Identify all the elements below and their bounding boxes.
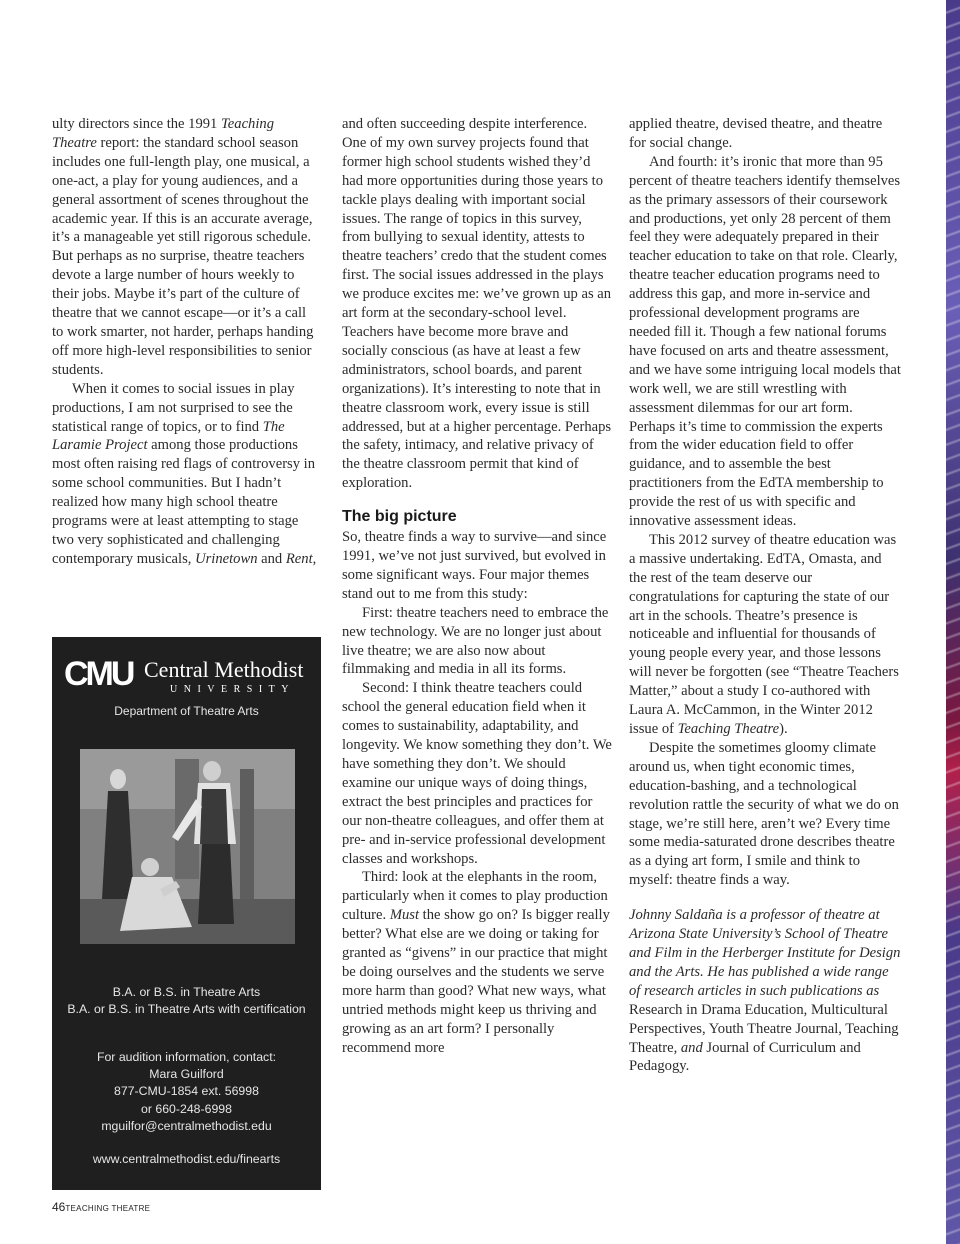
contact-phone-alt: or 660-248-6998 xyxy=(141,1101,232,1116)
logo-name: Central Methodist xyxy=(144,657,304,682)
stage-scene-image xyxy=(80,749,295,944)
paragraph: First: theatre teachers need to embrace the new technology. We are no longer just about live theatre; we are also now about filmmaking and media in all its forms. xyxy=(342,604,609,678)
bio-text: Johnny Saldaña is a professor of theatre at Arizona State University’s School of Theatre and Film in the Herberger Institute for Design and the Arts. He has published a wide range of research articles in such publications as xyxy=(629,907,901,999)
text-run: , xyxy=(312,550,317,567)
contact-name: Mara Guilford xyxy=(149,1067,224,1082)
text-run: and xyxy=(257,550,286,567)
paragraph xyxy=(629,531,901,739)
page-footer xyxy=(52,1200,150,1214)
text-run: report: the standard school season includes one full-length play, one musical, a one-act, a play for young audiences, and a general assortment of scenes throughout the academic year. If this is an accurate average, it’s a manageable yet still rigorous schedule. But perhaps as no surprise, theatre teachers devote a large number of hours weekly to their jobs. Maybe it’s part of the culture of theatre that we cannot escape—or it’s a call to work smarter, not harder, perhaps handing off more high-level responsibilities to senior students. xyxy=(52,134,314,378)
website-link[interactable]: www.centralmethodist.edu/finearts xyxy=(92,1152,281,1166)
text-run: the show go on? Is bigger really better? What else are we doing or taking for granted as “givens” in our practice that might be doing ourselves and the students we serve more harm than good? What new ways, what untried methods might keep us thriving and growing as an art form? I personally recommend more xyxy=(342,907,610,1056)
text-run: ). xyxy=(779,721,788,737)
theatre-production-photo xyxy=(80,749,295,944)
degree-item: B.A. or B.S. in Theatre Arts xyxy=(112,985,261,999)
paragraph: and often succeeding despite interference. One of my own survey projects found that former high school students wished they’d had more opportunities during those years to tackle plays dealing with important social issues. The range of topics in this survey, from bullying to sexual identity, attests to theatre teachers’ credo that the student comes first. The social issues addressed in the plays we produce excites me: we’ve grown up as an art form at the secondary-school level. Teachers have become more brave and socially conscious (as have at least a few administrators, school boards, and parent organizations). It’s interesting to note that in theatre classroom work, every issue is still addressed, but at a higher percentage. Perhaps the safety, intimacy, and relative privacy of the theatre classroom permit that kind of exploration. xyxy=(342,116,612,492)
italic-title: Urinetown xyxy=(195,550,258,567)
cmu-logo xyxy=(64,655,314,695)
bio-publications: Research in Drama Education, Multicultural Perspectives, Youth Theatre Journal, Teaching Theatre xyxy=(629,1001,899,1056)
section-heading: The big picture xyxy=(342,508,457,526)
paragraph: And fourth: it’s ironic that more than 95 percent of theatre teachers identify themselves as the primary assessors of their coursework and productions, yet only 28 percent of them feel they were adequately prepared in their teacher education to take on that role. Clearly, theatre teacher education programs need to address this gap, and more in-service and professional development programs are needed fill it. Though a few national forums have focused on arts and theatre assessment, and we have some intriguing local models that work well, we are still wrestling with assessment dilemmas for our art form. Perhaps it’s time to commission the experts from the wider education field to offer guidance, and to assemble the best practitioners from the EdTA membership to provide the rest of us with specific and innovative assessment ideas. xyxy=(629,153,901,530)
magazine-name: TEACHING THEATRE xyxy=(65,1204,151,1213)
text-run: Third: look at the elephants in the room, particularly when it comes to play production culture. xyxy=(342,869,608,924)
bio-publications: Journal of Curriculum and Pedagogy. xyxy=(629,1039,861,1075)
contact-email[interactable]: mguilfor@centralmethodist.edu xyxy=(101,1118,272,1133)
paragraph: Second: I think theatre teachers could school the general education field when it comes to sustainability, adaptability, and longevity. We know something they don’t. We have something they don’t. We should examine our unique ways of doing things, extract the best principles and practices for our non-theatre colleagues, and offer them at pre- and in-service professional development classes and workshops. xyxy=(342,680,612,867)
text-run: ulty directors since the 1991 xyxy=(52,116,222,132)
text-run: This 2012 survey of theatre education was a massive undertaking. EdTA, Omasta, and the rest of the team deserve our congratulations for capturing the state of our art in the schools. Theatre’s presence is noticeable and influential for thousands of young people every year, and those lessons will never be forgotten (see “Theatre Teachers Matter,” about a study I co-authored with Laura A. McCammon, in the Winter 2012 issue of xyxy=(629,531,899,737)
italic-title: Rent xyxy=(285,550,313,567)
contact-info xyxy=(52,1049,321,1135)
logo-subtitle: UNIVERSITY xyxy=(170,684,295,695)
text-run: among those productions most often raising red flags of controversy in some school communities. But I hadn’t realized how many high school theatre programs were at least attempting to stage two very sophisticated and challenging contemporary musicals, xyxy=(52,437,316,567)
logo-mark: CMU xyxy=(64,655,133,693)
text-run: When it comes to social issues in play productions, I am not surprised to see the statistical range of topics, or to find xyxy=(52,380,295,435)
author-bio xyxy=(629,906,901,1076)
page-number: 46 xyxy=(52,1200,66,1214)
paragraph xyxy=(52,380,320,569)
article-column-2 xyxy=(342,115,612,1058)
article-column-1 xyxy=(52,115,320,569)
degree-list xyxy=(52,984,321,1018)
italic-word: Must xyxy=(389,907,420,924)
italic-title: The Laramie Project xyxy=(52,418,285,454)
facing-page-edge-pattern xyxy=(946,0,960,1244)
paragraph xyxy=(342,868,612,1057)
article-column-3 xyxy=(629,115,901,1076)
contact-phone: 877-CMU-1854 ext. 56998 xyxy=(114,1084,259,1099)
italic-title: Teaching Theatre xyxy=(52,116,274,151)
degree-item: B.A. or B.S. in Theatre Arts with certification xyxy=(67,1002,306,1016)
bio-text: , and xyxy=(673,1039,703,1056)
contact-intro: For audition information, contact: xyxy=(96,1050,277,1064)
cmu-advertisement xyxy=(52,637,321,1190)
paragraph: So, theatre finds a way to survive—and since 1991, we’ve not just survived, but evolved in some significant ways. Four major themes stand out to me from this study: xyxy=(342,529,607,602)
paragraph xyxy=(52,115,320,380)
paragraph: applied theatre, devised theatre, and theatre for social change. xyxy=(629,116,883,151)
italic-title: Teaching Theatre xyxy=(677,721,780,737)
paragraph: Despite the sometimes gloomy climate around us, when tight economic times, education-bashing, and a technological revolution rattle the security of what we do on stage, we’re still here, aren’t we? Every time some media-saturated drone describes theatre as a dying art form, I smile and think to myself: theatre finds a way. xyxy=(629,739,899,889)
department-name: Department of Theatre Arts xyxy=(114,704,259,718)
